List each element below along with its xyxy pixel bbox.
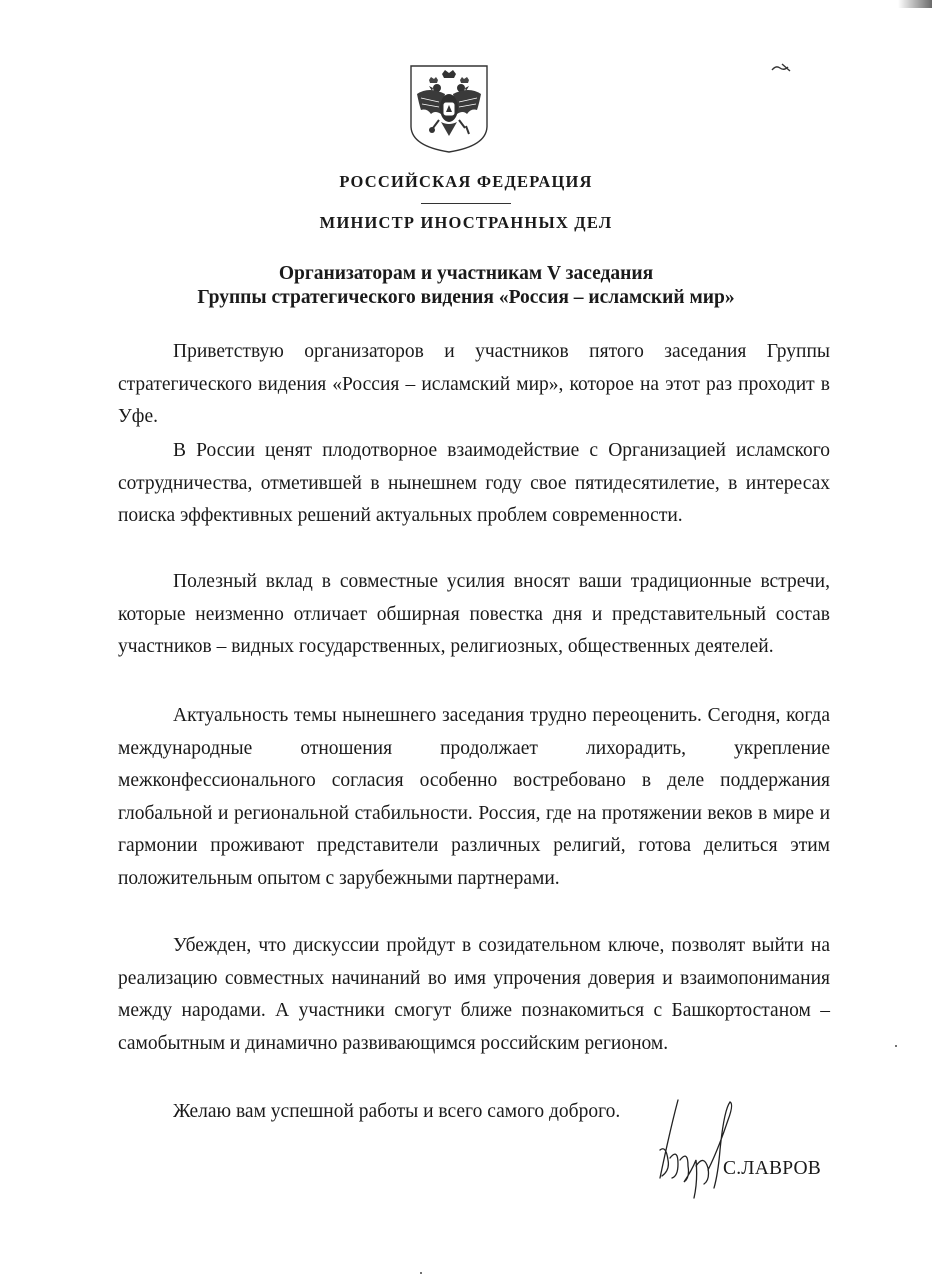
paragraph-text: Актуальность темы нынешнего заседания трудно переоценить. Сегодня, когда международные отношения продолжает лихорадить, укрепление межконфессионального согласия особенно востребовано в деле поддержания глобальной и региональной стабильности. Россия, где на протяжении веков в мире и гармонии проживают представители различных религий, готова делиться этим положительным опытом с зарубежными партнерами.: [118, 705, 830, 889]
paragraph-text: Убежден, что дискуссии пройдут в созидательном ключе, позволят выйти на реализацию совместных начинаний во имя упрочения доверия и взаимопонимания между народами. А участники смогут ближе познакомиться с Башкортостаном – самобытным и динамично развивающимся российским регионом.: [118, 935, 830, 1054]
coat-of-arms-icon: [409, 64, 489, 154]
handwritten-signature-icon: [648, 1090, 738, 1210]
paragraph-text: Желаю вам успешной работы и всего самого доброго.: [173, 1101, 621, 1122]
paragraph-contribution: [118, 566, 830, 664]
paragraph-greeting: [118, 336, 830, 434]
handwritten-mark-icon: [770, 62, 792, 74]
country-heading: РОССИЙСКАЯ ФЕДЕРАЦИЯ: [339, 172, 593, 191]
paragraph-text: В России ценят плодотворное взаимодействие с Организацией исламского сотрудничества, отметившей в нынешнем году свое пятидесятилетие, в интересах поиска эффективных решений актуальных проблем современности.: [118, 440, 830, 527]
paragraph-text: Приветствую организаторов и участников пятого заседания Группы стратегического видения «Россия – исламский мир», которое на этот раз проходит в Уфе.: [118, 341, 830, 428]
signer-name: С.ЛАВРОВ: [723, 1158, 821, 1179]
scan-speck: [895, 1045, 897, 1047]
header-divider: [421, 203, 511, 204]
minister-heading: МИНИСТР ИНОСТРАННЫХ ДЕЛ: [319, 213, 613, 232]
paragraph-relevance: [118, 700, 830, 896]
paragraph-oic: [118, 435, 830, 533]
addressee-line-2: Группы стратегического видения «Россия – исламский мир»: [197, 287, 735, 308]
paragraph-text: Полезный вклад в совместные усилия вносят ваши традиционные встречи, которые неизменно отличает обширная повестка дня и представительный состав участников – видных государственных, религиозных, общественных деятелей.: [118, 571, 830, 658]
addressee-line-1: Организаторам и участникам V заседания: [278, 263, 654, 284]
page-edge-shadow: [898, 0, 932, 8]
scan-speck: [420, 1272, 422, 1274]
paragraph-discussion: [118, 930, 830, 1060]
